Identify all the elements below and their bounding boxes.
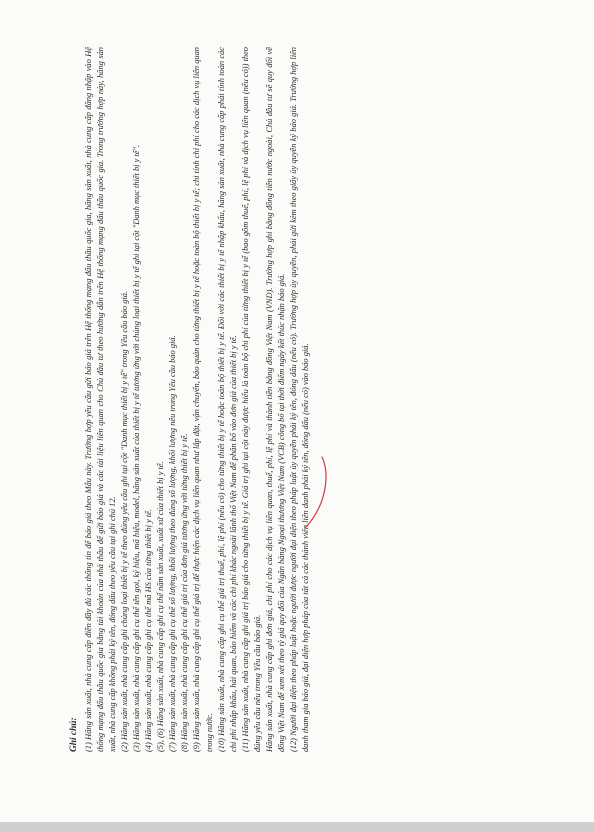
note-7: (7) Hãng sản xuất, nhà cung cấp ghi cụ thể số lượng, khối lượng theo đúng số lượng, khối lượng nêu trong Yêu cầu báo giá.	[168, 335, 178, 752]
notes-heading: Ghi chú:	[69, 717, 79, 752]
signature-mark	[300, 455, 330, 530]
note-4: (4) Hãng sản xuất, nhà cung cấp ghi cụ thể mã HS của từng thiết bị y tế.	[144, 509, 154, 752]
notes-block	[68, 47, 523, 752]
note-12: (12) Người đại diện theo pháp luật hoặc người được người đại diện theo pháp luật ủy quyền phải ký tên, đóng dấu (nếu có). Trường hợp ủy quyền, phải gửi kèm theo giấy ủy quyền ký báo giá. Trường hợp liên danh tham gia báo giá, đại diện hợp pháp của tất cả các thành viên liên danh phải ký tên, đóng dấu (nếu có) vào báo giá.	[288, 47, 310, 752]
note-11-currency: Hãng sản xuất, nhà cung cấp ghi đơn giá, chi phí cho các dịch vụ liên quan, thuế, phí, lệ phí và thành tiền bằng đồng Việt Nam (VND). Trường hợp ghi bằng đồng tiền nước ngoài, Chủ đầu tư sẽ quy đổi về đồng Việt Nam để xem xét theo tỷ giá quy đổi của Ngân hàng Ngoại thương Việt Nam (VCB) công bố tại thời điểm ngày kết thúc nhận báo giá.	[264, 47, 286, 752]
note-9: (9) Hãng sản xuất, nhà cung cấp ghi cụ thể giá trị để thực hiện các dịch vụ liên quan như lắp đặt, vận chuyển, bảo quản cho từng thiết bị y tế hoặc toàn bộ thiết bị y tế; chi tính chi phí cho các dịch vụ liên quan trong nước.	[192, 47, 214, 752]
note-3: (3) Hãng sản xuất, nhà cung cấp ghi cụ thể tên gọi, ký hiệu, mã hiệu, model, hãng sản xuất của thiết bị y tế tương ứng với chủng loại thiết bị y tế ghi tại cột "Danh mục thiết bị y tế".	[132, 144, 142, 752]
bottom-strip	[0, 822, 594, 832]
signature-stroke	[305, 457, 326, 528]
note-5-6: (5), (6) Hãng sản xuất, nhà cung cấp ghi cụ thể năm sản xuất, xuất xứ của thiết bị y tế.	[156, 461, 166, 752]
note-2: (2) Hãng sản xuất, nhà cung cấp ghi chủng loại thiết bị y tế theo đúng yêu cầu ghi tại cột "Danh mục thiết bị y tế" trong Yêu cầu báo giá.	[120, 291, 130, 752]
note-11: (11) Hãng sản xuất, nhà cung cấp ghi giá trị báo giá cho từng thiết bị y tế. Giá trị ghi tại cột này được hiểu là toàn bộ chi phí của từng thiết bị y tế (bao gồm thuế, phí, lệ phí và dịch vụ liên quan (nếu có)) theo đúng yêu cầu nêu trong Yêu cầu báo giá.	[240, 47, 262, 752]
note-10: (10) Hãng sản xuất, nhà cung cấp ghi cụ thể giá trị thuế, phí, lệ phí (nếu có) cho từng thiết bị y tế hoặc toàn bộ thiết bị y tế. Đối với các thiết bị y tế nhập khẩu, hãng sản xuất, nhà cung cấp phải tính toàn các chi phí nhập khẩu, hải quan, bảo hiểm và các chi phí khác ngoài lãnh thổ Việt Nam để phân bổ vào đơn giá của thiết bị y tế.	[216, 47, 238, 752]
note-8: (8) Hãng sản xuất, nhà cung cấp ghi cụ thể giá trị của đơn giá tương ứng với từng thiết bị y tế.	[180, 433, 190, 752]
note-1: (1) Hãng sản xuất, nhà cung cấp điền đầy đủ các thông tin để báo giá theo Mẫu này. Trường hợp yêu cầu gửi báo giá trên Hệ thống mạng đấu thầu quốc gia, hãng sản xuất, nhà cung cấp đăng nhập vào Hệ thống mạng đấu thầu quốc gia bằng tài khoản của nhà thầu để gửi báo giá và các tài liệu liên quan cho Chủ đầu tư theo hướng dẫn trên Hệ thống mạng đấu thầu quốc gia. Trong trường hợp này, hãng sản xuất, nhà cung cấp không phải ký tên, đóng dấu theo yêu cầu tại ghi chú 12.	[84, 47, 118, 752]
